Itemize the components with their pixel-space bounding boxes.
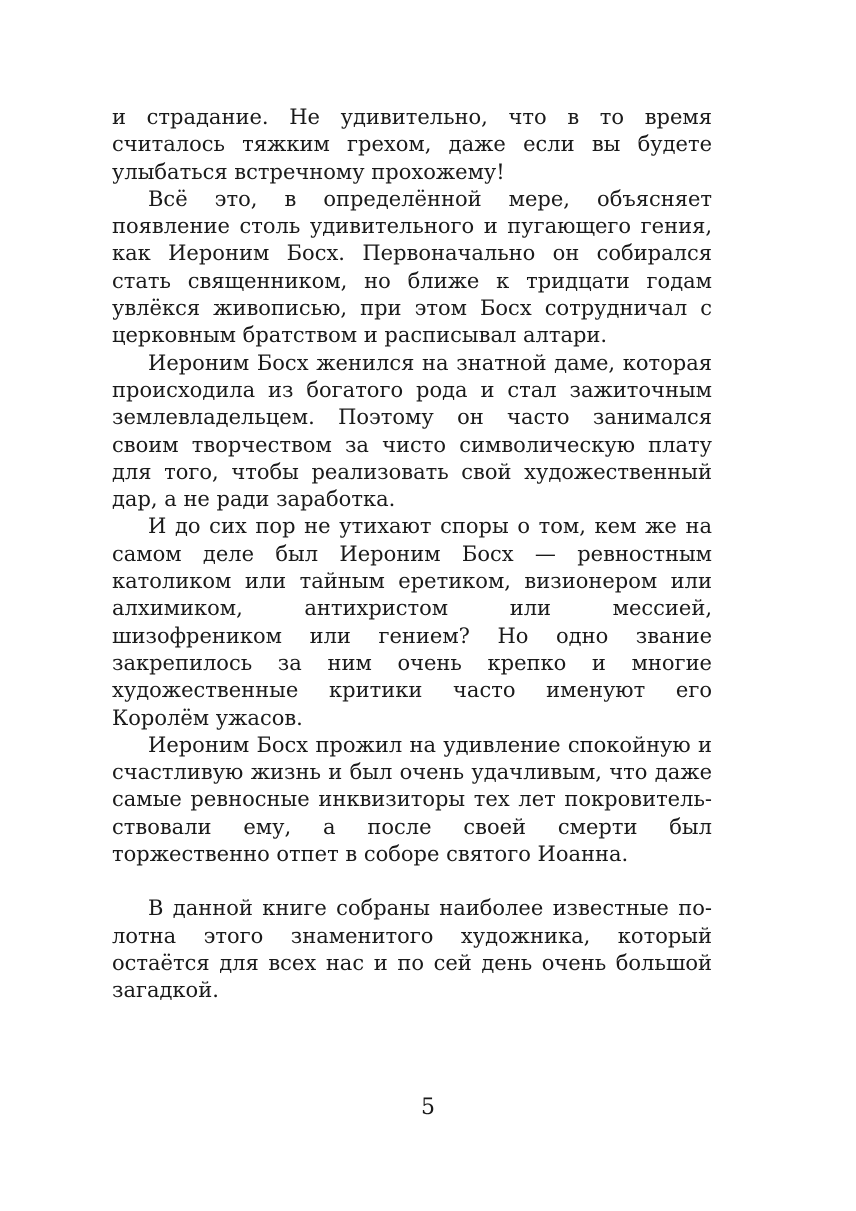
paragraph: И до сих пор не утихают споры о том, кем же на самом деле был Иероним Босх — ревностным католиком или тайным еретиком, визионером или алхимиком, антихристом или мессией, шизофреником или гением? Но одно звание закрепилось за ним очень крепко и многие художественные критики часто именуют его Королём ужасов. <box>112 514 712 730</box>
paragraph: Иероним Босх женился на знатной даме, которая происходила из богатого рода и стал зажиточным землевладельцем. Поэтому он часто занимался своим творчеством за чисто символическую плату для того, чтобы реализовать свой художественный дар, а не ради заработка. <box>112 350 712 512</box>
paragraph: Всё это, в определённой мере, объясняет появление столь удивительного и пугающего гения, как Иероним Босх. Первоначально он собирался стать священником, но ближе к тридцати годам увлёкся живописью, при этом Босх сотрудничал с церковным братством и расписывал алтари. <box>112 186 712 348</box>
paragraph: Иероним Босх прожил на удивление спокойную и счастливую жизнь и был очень удачливым, что даже самые ревносные инквизиторы тех лет покровительствовали ему, а после своей смерти был торжественно отпет в соборе святого Иоанна. <box>112 732 712 867</box>
body-text <box>112 104 712 1005</box>
paragraph-spacer <box>112 868 712 895</box>
page-number: 5 <box>421 1095 435 1120</box>
paragraph-continuation: и страдание. Не удивительно, что в то время считалось тяжким грехом, даже если вы будете улыбаться встречному прохожему! <box>112 105 712 184</box>
paragraph: В данной книге собраны наиболее известные полотна этого знаменитого художника, который остаётся для всех нас и по сей день очень большой загадкой. <box>112 896 712 1003</box>
